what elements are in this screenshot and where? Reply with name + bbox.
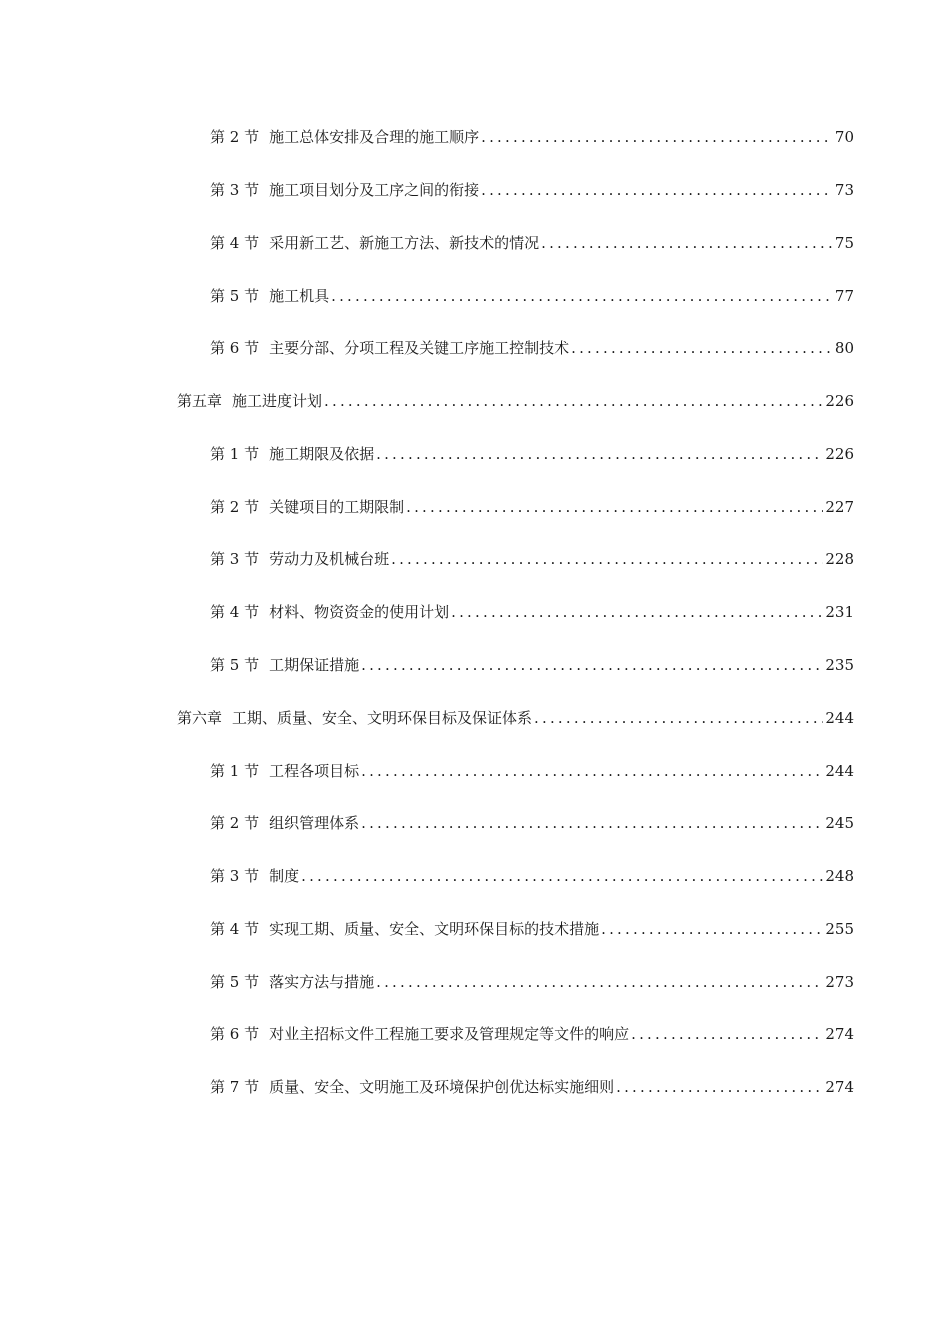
toc-entry-label bbox=[210, 547, 389, 571]
toc-entry-label bbox=[210, 864, 299, 888]
toc-chapter-entry[interactable] bbox=[177, 706, 854, 730]
toc-entry-title: 材料、物资资金的使用计划 bbox=[269, 603, 450, 621]
toc-entry[interactable] bbox=[210, 284, 854, 308]
toc-entry-page: 226 bbox=[825, 392, 854, 410]
toc-entry-number: 第 5 节 bbox=[210, 973, 260, 991]
toc-entry-title: 采用新工艺、新施工方法、新技术的情况 bbox=[269, 234, 540, 252]
toc-entry-label bbox=[210, 917, 599, 941]
toc-entry-label bbox=[210, 231, 539, 255]
toc-entry-title: 组织管理体系 bbox=[269, 814, 360, 832]
toc-dot-leader bbox=[481, 178, 833, 202]
toc-entry[interactable] bbox=[210, 1075, 854, 1099]
toc-entry-label bbox=[210, 600, 449, 624]
toc-entry-page: 255 bbox=[825, 920, 854, 938]
toc-entry[interactable] bbox=[210, 811, 854, 835]
toc-entry-page: 228 bbox=[825, 550, 854, 568]
toc-entry-number: 第 3 节 bbox=[210, 550, 260, 568]
toc-entry-title: 工程各项目标 bbox=[269, 762, 360, 780]
toc-entry[interactable] bbox=[210, 600, 854, 624]
toc-dot-leader bbox=[534, 706, 823, 730]
toc-entry[interactable] bbox=[210, 547, 854, 571]
toc-entry[interactable] bbox=[210, 759, 854, 783]
toc-dot-leader bbox=[406, 495, 823, 519]
toc-entry-number: 第 6 节 bbox=[210, 339, 260, 357]
toc-entry[interactable] bbox=[210, 125, 854, 149]
toc-entry-title: 施工机具 bbox=[269, 287, 330, 305]
toc-entry-page: 274 bbox=[825, 1078, 854, 1096]
toc-entry-title: 质量、安全、文明施工及环境保护创优达标实施细则 bbox=[269, 1078, 615, 1096]
toc-entry-title: 主要分部、分项工程及关键工序施工控制技术 bbox=[269, 339, 570, 357]
toc-entry-number: 第 2 节 bbox=[210, 128, 260, 146]
toc-entry-page: 244 bbox=[825, 762, 854, 780]
toc-entry[interactable] bbox=[210, 1022, 854, 1046]
toc-entry-title: 落实方法与措施 bbox=[269, 973, 375, 991]
toc-entry[interactable] bbox=[210, 178, 854, 202]
toc-dot-leader bbox=[376, 970, 823, 994]
toc-entry-number: 第 4 节 bbox=[210, 603, 260, 621]
toc-entry[interactable] bbox=[210, 336, 854, 360]
toc-dot-leader bbox=[376, 442, 823, 466]
toc-entry-title: 施工进度计划 bbox=[232, 392, 323, 410]
toc-entry-page: 226 bbox=[825, 445, 854, 463]
toc-dot-leader bbox=[571, 336, 833, 360]
toc-entry[interactable] bbox=[210, 442, 854, 466]
toc-dot-leader bbox=[361, 653, 823, 677]
toc-entry-title: 工期、质量、安全、文明环保目标及保证体系 bbox=[232, 709, 533, 727]
toc-dot-leader bbox=[331, 284, 833, 308]
toc-entry-number: 第 5 节 bbox=[210, 287, 260, 305]
toc-entry-number: 第 7 节 bbox=[210, 1078, 260, 1096]
toc-entry-number: 第 4 节 bbox=[210, 234, 260, 252]
toc-entry-label bbox=[210, 1022, 629, 1046]
toc-entry-label bbox=[210, 336, 569, 360]
toc-dot-leader bbox=[601, 917, 823, 941]
toc-chapter-entry[interactable] bbox=[177, 389, 854, 413]
toc-entry-title: 工期保证措施 bbox=[269, 656, 360, 674]
toc-entry-label bbox=[210, 811, 359, 835]
toc-entry-page: 235 bbox=[825, 656, 854, 674]
toc-entry-number: 第 6 节 bbox=[210, 1025, 260, 1043]
toc-entry-title: 制度 bbox=[269, 867, 300, 885]
toc-entry-page: 70 bbox=[834, 128, 854, 146]
toc-dot-leader bbox=[361, 811, 823, 835]
toc-entry-label bbox=[210, 442, 374, 466]
toc-entry-page: 75 bbox=[834, 234, 854, 252]
toc-entry-title: 劳动力及机械台班 bbox=[269, 550, 390, 568]
toc-dot-leader bbox=[361, 759, 823, 783]
toc-dot-leader bbox=[616, 1075, 823, 1099]
toc-entry-label bbox=[210, 1075, 614, 1099]
toc-entry-label bbox=[210, 178, 479, 202]
toc-dot-leader bbox=[324, 389, 823, 413]
toc-entry-number: 第 1 节 bbox=[210, 445, 260, 463]
toc-entry[interactable] bbox=[210, 917, 854, 941]
toc-entry-number: 第 3 节 bbox=[210, 867, 260, 885]
toc-dot-leader bbox=[451, 600, 823, 624]
toc-entry-number: 第 4 节 bbox=[210, 920, 260, 938]
toc-entry[interactable] bbox=[210, 495, 854, 519]
toc-entry-title: 实现工期、质量、安全、文明环保目标的技术措施 bbox=[269, 920, 600, 938]
toc-entry-label bbox=[210, 759, 359, 783]
toc-entry-page: 274 bbox=[825, 1025, 854, 1043]
toc-entry-title: 施工期限及依据 bbox=[269, 445, 375, 463]
toc-entry-label bbox=[210, 284, 329, 308]
toc-entry-page: 245 bbox=[825, 814, 854, 832]
toc-entry-page: 77 bbox=[834, 287, 854, 305]
toc-entry-label bbox=[210, 653, 359, 677]
toc-entry-label bbox=[210, 125, 479, 149]
toc-dot-leader bbox=[541, 231, 833, 255]
toc-entry-title: 关键项目的工期限制 bbox=[269, 498, 405, 516]
toc-entry-page: 248 bbox=[825, 867, 854, 885]
toc-entry-number: 第五章 bbox=[177, 392, 223, 410]
toc-entry-title: 施工项目划分及工序之间的衔接 bbox=[269, 181, 480, 199]
toc-entry-page: 231 bbox=[825, 603, 854, 621]
toc-entry-number: 第 1 节 bbox=[210, 762, 260, 780]
toc-entry-page: 227 bbox=[825, 498, 854, 516]
toc-entry-number: 第 2 节 bbox=[210, 814, 260, 832]
toc-entry-number: 第 3 节 bbox=[210, 181, 260, 199]
toc-entry-label bbox=[177, 706, 532, 730]
toc-entry-label bbox=[210, 495, 404, 519]
toc-dot-leader bbox=[391, 547, 823, 571]
toc-dot-leader bbox=[481, 125, 833, 149]
toc-entry-title: 施工总体安排及合理的施工顺序 bbox=[269, 128, 480, 146]
toc-entry-page: 80 bbox=[834, 339, 854, 357]
toc-dot-leader bbox=[301, 864, 823, 888]
toc-entry-title: 对业主招标文件工程施工要求及管理规定等文件的响应 bbox=[269, 1025, 630, 1043]
toc-dot-leader bbox=[631, 1022, 823, 1046]
toc-entry-label bbox=[210, 970, 374, 994]
toc-entry-number: 第 2 节 bbox=[210, 498, 260, 516]
toc-entry-page: 73 bbox=[834, 181, 854, 199]
toc-entry-label bbox=[177, 389, 322, 413]
toc-entry[interactable] bbox=[210, 864, 854, 888]
toc-entry-number: 第 5 节 bbox=[210, 656, 260, 674]
toc-entry-page: 273 bbox=[825, 973, 854, 991]
toc-entry[interactable] bbox=[210, 231, 854, 255]
toc-entry[interactable] bbox=[210, 970, 854, 994]
toc-entry[interactable] bbox=[210, 653, 854, 677]
toc-entry-number: 第六章 bbox=[177, 709, 223, 727]
toc-entry-page: 244 bbox=[825, 709, 854, 727]
